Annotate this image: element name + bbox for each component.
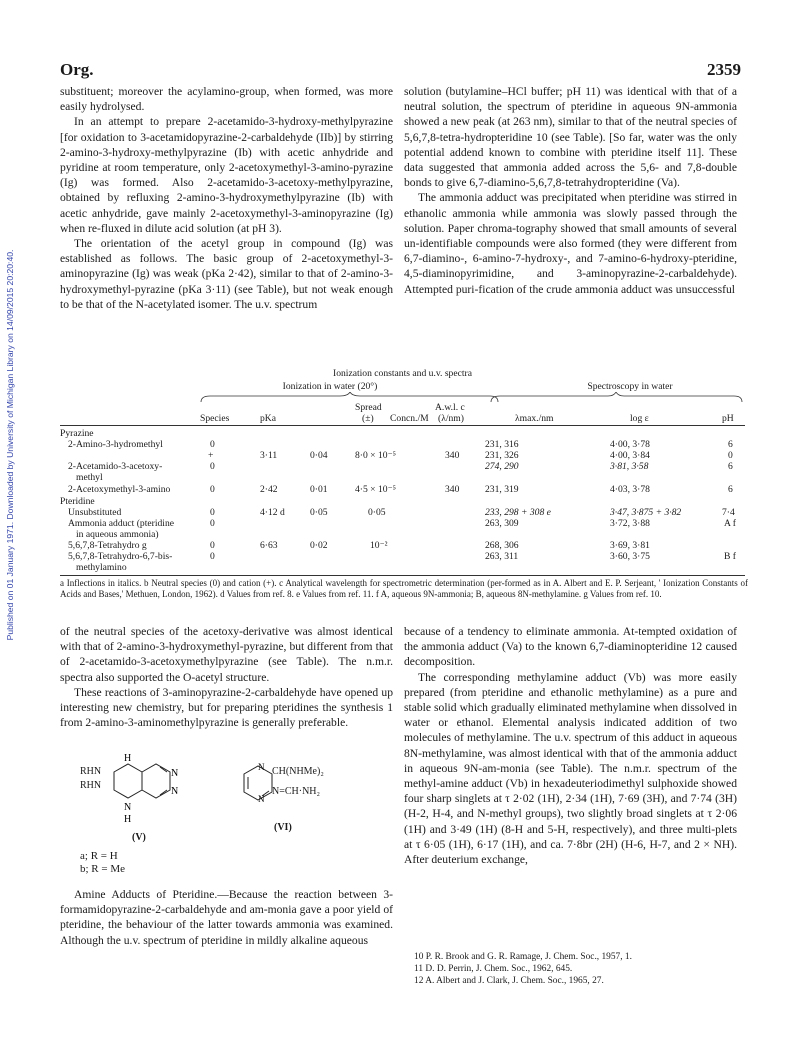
table-rule bbox=[60, 575, 745, 576]
left-column-top bbox=[60, 84, 393, 312]
right-column-top bbox=[404, 84, 737, 297]
structure-v bbox=[80, 750, 200, 850]
legend-a: a; R = H bbox=[80, 850, 118, 862]
reference: 10 P. R. Brook and G. R. Ramage, J. Chem. Soc., 1957, 1. bbox=[414, 952, 632, 962]
paragraph: because of a tendency to eliminate ammonia. At-tempted oxidation of the ammonia adduct (Va) to the known 6,7-diaminopteridine 12 caused decomposition. bbox=[404, 625, 737, 669]
paragraph: solution (butylamine–HCl buffer; pH 11) was identical with that of a neutral solution, the spectrum of pteridine in aqueous 9N-ammonia showed a new peak (at 263 nm), similar to that of the neutral species of 5,6,7,8-tetra-hydropteridine 10 (see Table). [So far, water was the only potential addend known to combine with pteridine itself 11]. These data suggested that ammonia added across the 5,6- and 7,8-double bonds to give 6,7-diamino-5,6,7,8-tetrahydropteridine (Va). bbox=[404, 85, 737, 190]
paragraph: The corresponding methylamine adduct (Vb) was more easily prepared (from pteridine and ethanolic methylamine) as a pure and stable solid which gradually eliminated methylamine when dissolved in water or ethanol. Elemental analysis indicated addition of two molecules of methylamine. The u.v. spectrum of this adduct in aqueous 8N-methylamine, was almost identical with that of the ammonia adduct in aqueous 9N-am-monia (see Table). The n.m.r. spectrum of the methyl-amine adduct (Vb) in hexadeuteriodimethyl sulphoxide showed four sharp singlets at τ 2·02 (1H), 2·34 (1H), 7·69 (3H), and 7·74 (3H) (H-2, H-4, and N-methyl groups), two slightly broad singlets at τ 2·06 (1H) and 3·49 (1H) (8-H and 5-H, respectively), and three multi-plets at τ 6·05 (1H), 6·17 (1H), and ca. 7·8br (2H) (H-6, H-7, and 2 × NH). After deuterium exchange, bbox=[404, 670, 737, 867]
col-pka: pKa bbox=[260, 413, 276, 424]
col-spread-b: (±) bbox=[362, 413, 374, 424]
col-spread-a: Spread bbox=[355, 402, 382, 413]
col-loge: log ε bbox=[630, 413, 649, 424]
structure-vi bbox=[234, 762, 394, 852]
vi-bottom-group: N=CH·NH₂ bbox=[272, 786, 321, 797]
col-awl-b: (λ/nm) bbox=[438, 413, 464, 424]
legend-b: b; R = Me bbox=[80, 863, 126, 875]
table-brace-right bbox=[490, 392, 745, 404]
vi-top-group: CH(NHMe)₂ bbox=[272, 766, 324, 777]
reference: 11 D. D. Perrin, J. Chem. Soc., 1962, 645. bbox=[414, 964, 573, 974]
rhn-label: RHN bbox=[80, 766, 102, 777]
structure-v-legend bbox=[80, 850, 125, 876]
svg-text:N: N bbox=[171, 786, 179, 797]
table-rule bbox=[60, 425, 745, 426]
paragraph: These reactions of 3-aminopyrazine-2-carbaldehyde have opened up interesting new chemistry, but for preparing pteridines the synthesis 1 from 2-amino-3-aminomethylpyrazine is generally preferable. bbox=[60, 685, 393, 730]
col-concn: Concn./M bbox=[390, 413, 429, 424]
reference: 12 A. Albert and J. Clark, J. Chem. Soc., 1965, 27. bbox=[414, 976, 604, 986]
journal-section: Org. bbox=[60, 60, 94, 79]
svg-text:N: N bbox=[258, 762, 265, 772]
svg-text:N: N bbox=[124, 802, 132, 813]
structure-vi-label: (VI) bbox=[274, 822, 292, 833]
svg-text:N: N bbox=[171, 768, 179, 779]
svg-text:H: H bbox=[124, 753, 132, 764]
structure-v-label: (V) bbox=[132, 832, 146, 843]
paragraph: The ammonia adduct was precipitated when pteridine was stirred in ethanolic ammonia while ammonia was slowly passed through the solution. Paper chroma-tography showed that small amounts of several un-identifiable compounds were also formed (they were different from 6,7-diamino-, 6-amino-7-hydroxy-, and 7-amino-6-hydroxy-pteridine, 4,5-diaminopyrimidine, and 3-aminopyrazine-2-carbaldehyde). Attempted puri-fication of the crude ammonia adduct was unsuccessful bbox=[404, 191, 737, 296]
col-lmax: λmax./nm bbox=[515, 413, 554, 424]
paragraph: Amine Adducts of Pteridine.—Because the reaction between 3-formamidopyrazine-2-carbaldehyde and am-monia gave a poor yield of pteridine, the behaviour of the latter towards ammonia was examined. Although the u.v. spectrum of pteridine in mildly alkaline aqueous bbox=[60, 888, 393, 947]
paragraph: of the neutral species of the acetoxy-derivative was almost identical with that of 2-amino-3-hydroxymethyl-pyrazine, but different from that of 2-acetamido-3-acetoxymethylpyrazine (see Table). The n.m.r. spectra also supported the O-acetyl structure. bbox=[60, 625, 393, 684]
left-column-end bbox=[60, 887, 393, 948]
rhn-label: RHN bbox=[80, 780, 102, 791]
right-column-bottom bbox=[404, 624, 737, 867]
left-column-bottom bbox=[60, 624, 393, 730]
table-footnote: a Inflections in italics. b Neutral species (0) and cation (+). c Analytical wavelength for spectrometric determination (per-formed as in A. Albert and E. P. Serjeant, ' Ionization Constants of Acids and Bases,' Methuen, London, 1962). d Values from ref. 8. e Values from ref. 11. f A, aqueous 9N-ammonia; B, aqueous 8N-methylamine. g Values from ref. 10. bbox=[60, 578, 748, 599]
col-ph: pH bbox=[722, 413, 734, 424]
paragraph: The orientation of the acetyl group in compound (Ig) was established as follows. The basic group of 2-acetoxymethyl-3-aminopyrazine (Ig) was weak (pKa 2·42), similar to that of 2-amino-3-hydroxymethyl-pyrazine (pKa 3·11) (see Table), but not weak enough to be that of the N-acetylated isomer. The u.v. spectrum bbox=[60, 237, 393, 311]
col-species: Species bbox=[200, 413, 230, 424]
svg-text:H: H bbox=[124, 814, 132, 825]
paragraph: In an attempt to prepare 2-acetamido-3-hydroxy-methylpyrazine [for oxidation to 3-acetamidopyrazine-2-carbaldehyde (IIb)] by stirring 2-amino-3-hydroxy-methylpyrazine (Ib) with acetic anhydride and pyridine at room temperature, only 2-acetoxymethyl-3-amino-pyrazine (Ig) was formed. Also 2-acetamido-3-acetoxy-methylpyrazine, obtained by refluxing 2-amino-3-hydroxymethylpyrazine (Ib) with acetic anhydride, gave mainly 2-acetoxymethyl-3-aminopyrazine (Ig) when re-fluxed in dilute acid solution (at pH 3). bbox=[60, 115, 393, 235]
page-number: 2359 bbox=[707, 60, 741, 79]
paragraph: substituent; moreover the acylamino-group, when formed, was more easily hydrolysed. bbox=[60, 85, 393, 114]
side-note-text: Published on 01 January 1971. Downloaded by University of Michigan Library on 14/09/2015 20:20:40. bbox=[5, 249, 15, 641]
side-download-note bbox=[0, 190, 16, 710]
col-awl-a: A.w.l. c bbox=[435, 402, 465, 413]
svg-text:N: N bbox=[258, 794, 265, 804]
